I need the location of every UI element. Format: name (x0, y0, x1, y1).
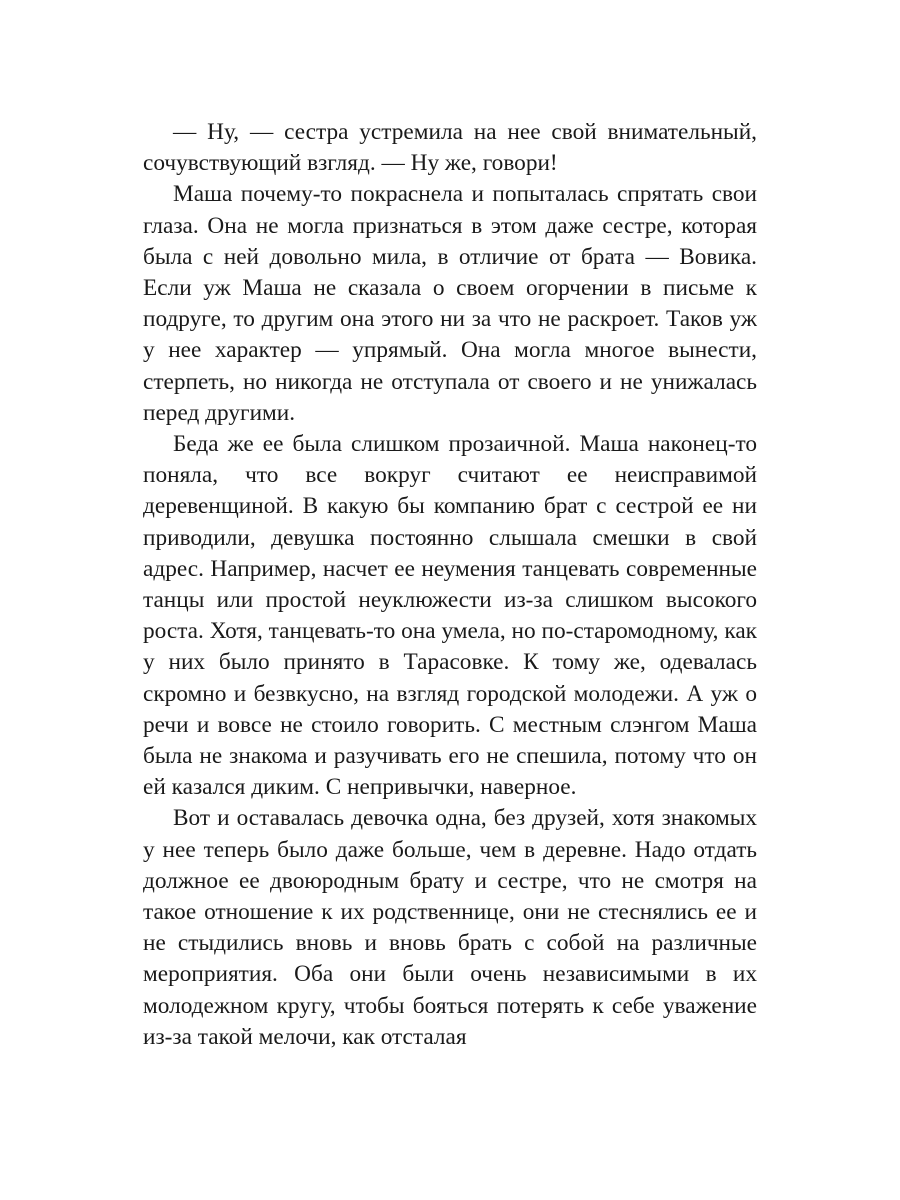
paragraph-4: Вот и оставалась девочка одна, без друзей, хотя знакомых у нее теперь было даже больше, чем в деревне. Надо отдать должное ее двоюродным брату и сестре, что не смотря на такое отношение к их родственнице, они не стеснялись ее и не стыдились вновь и вновь брать с собой на различные мероприятия. Оба они были очень независимыми в их молодежном кругу, чтобы бояться потерять к себе уважение из-за такой мелочи, как отсталая (143, 805, 757, 1050)
book-page-text (143, 117, 757, 1053)
paragraph-1: — Ну, — сестра устремила на нее свой внимательный, сочувствующий взгляд. — Ну же, говори! (143, 119, 757, 177)
paragraph-2: Маша почему-то покраснела и попыталась спрятать свои глаза. Она не могла признаться в этом даже сестре, которая была с ней довольно мила, в отличие от брата — Вовика. Если уж Маша не сказала о своем огорчении в письме к подруге, то другим она этого ни за что не раскроет. Таков уж у нее характер — упрямый. Она могла многое вынести, стерпеть, но никогда не отступала от своего и не унижалась перед другими. (143, 181, 757, 426)
paragraph-3: Беда же ее была слишком прозаичной. Маша наконец-то поняла, что все вокруг считают ее неисправимой деревенщиной. В какую бы компанию брат с сестрой ее ни приводили, девушка постоянно слышала смешки в свой адрес. Например, насчет ее неумения танцевать современные танцы или простой неуклюжести из-за слишком высокого роста. Хотя, танцевать-то она умела, но по-старомодному, как у них было принято в Тарасовке. К тому же, одевалась скромно и безвкусно, на взгляд городской молодежи. А уж о речи и вовсе не стоило говорить. С местным слэнгом Маша была не знакома и разучивать его не спешила, потому что он ей казался диким. С непривычки, наверное. (143, 431, 757, 801)
